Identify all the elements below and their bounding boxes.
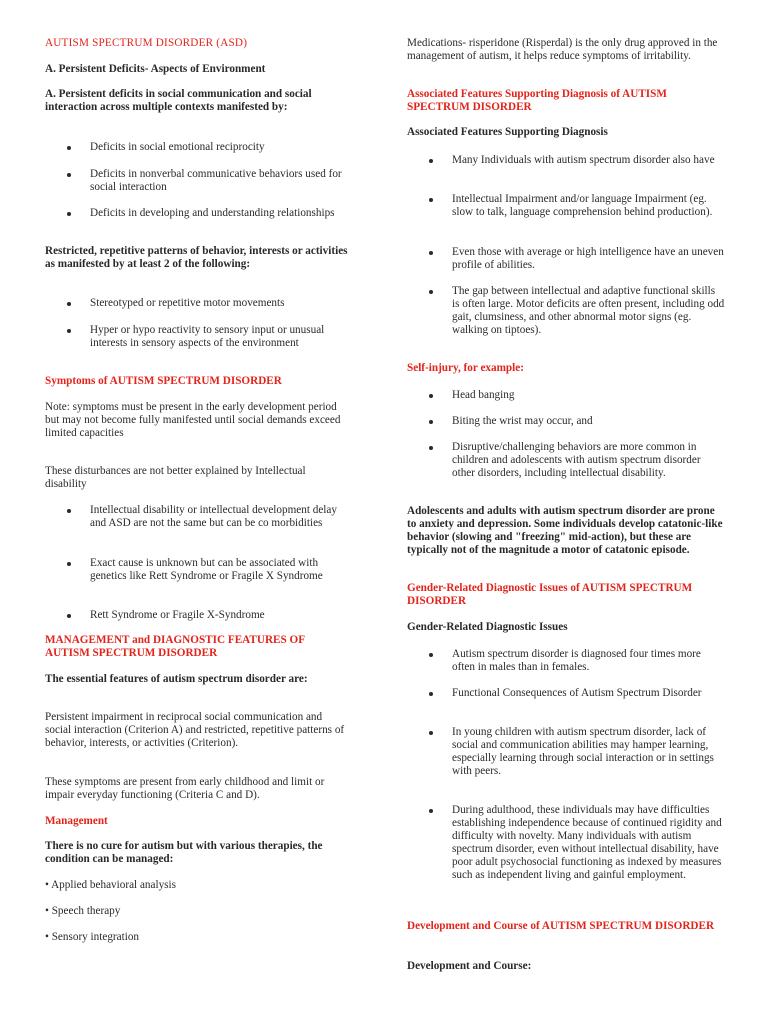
bullet-icon [67,173,71,177]
list-item: Exact cause is unknown but can be associated with genetics like Rett Syndrome or Fragile X Syndrome [45,557,350,583]
bullet-icon [429,198,433,202]
list-item: Intellectual Impairment and/or language Impairment (eg. slow to talk, language comprehension behind production). [407,193,725,219]
disturbances-paragraph: These disturbances are not better explained by Intellectual disability [45,465,306,490]
gender-heading: Gender-Related Diagnostic Issues of AUTISM SPECTRUM DISORDER [407,582,693,607]
essential-features: The essential features of autism spectrum disorder are: [45,673,308,685]
list-item: Many Individuals with autism spectrum disorder also have [407,154,725,167]
list-item: Deficits in developing and understanding relationships [45,207,350,220]
note-paragraph: Note: symptoms must be present in the early development period but may not become fully manifested until social demands exceed limited capacities [45,401,341,439]
list-item: The gap between intellectual and adaptive functional skills is often large. Motor deficits are often present, including odd gait, clumsiness, and other abnormal motor signs (eg. walking on tiptoes). [407,285,725,337]
medications-paragraph: Medications- risperidone (Risperdal) is the only drug approved in the management of autism, it helps reduce symptoms of irritability. [407,37,718,62]
section-a-heading: A. Persistent Deficits- Aspects of Environment [45,63,266,75]
self-injury-heading: Self-injury, for example: [407,362,524,374]
gender-subheading: Gender-Related Diagnostic Issues [407,621,568,633]
persistent-impairment-paragraph: Persistent impairment in reciprocal social communication and social interaction (Criterion A) and restricted, repetitive patterns of behavior, interests, or activities (Criterion). [45,711,345,749]
bullet-icon [429,159,433,163]
bullet-icon [429,420,433,424]
bullet-icon [67,146,71,150]
list-item: Intellectual disability or intellectual development delay and ASD are not the same but can be co morbidities [45,504,350,530]
development-heading: Development and Course of AUTISM SPECTRUM DISORDER [407,920,715,932]
bullet-icon [67,329,71,333]
bullet-icon [429,653,433,657]
adolescents-paragraph: Adolescents and adults with autism spectrum disorder are prone to anxiety and depression. Some individuals develop catatonic-like behavior (slowing and "freezing" mid-action), but these are typically not of the magnitude a motor of catatonic episode. [407,505,723,556]
bullet-icon [67,509,71,513]
bullet-icon [429,731,433,735]
associated-features-heading: Associated Features Supporting Diagnosis of AUTISM SPECTRUM DISORDER [407,88,667,113]
bullet-icon [67,562,71,566]
no-cure-paragraph: There is no cure for autism but with various therapies, the condition can be managed: [45,840,323,865]
list-item: Autism spectrum disorder is diagnosed four times more often in males than in females. [407,648,725,674]
bullet-icon [67,614,71,618]
associated-features-subheading: Associated Features Supporting Diagnosis [407,126,608,138]
therapy-item: • Applied behavioral analysis [45,879,176,891]
development-subheading: Development and Course: [407,960,532,972]
bullet-icon [429,692,433,696]
bullet-icon [429,290,433,294]
symptoms-heading: Symptoms of AUTISM SPECTRUM DISORDER [45,375,282,387]
list-item: Disruptive/challenging behaviors are more common in children and adolescents with autism spectrum disorder other disorders, including intellectual disability. [407,441,725,480]
restricted-paragraph: Restricted, repetitive patterns of behavior, interests or activities as manifested by at least 2 of the following: [45,245,348,270]
list-item: Functional Consequences of Autism Spectrum Disorder [407,687,725,700]
list-item: Even those with average or high intelligence have an uneven profile of abilities. [407,246,725,272]
list-item: Hyper or hypo reactivity to sensory input or unusual interests in sensory aspects of the environment [45,324,350,350]
bullet-icon [429,446,433,450]
bullet-icon [429,394,433,398]
list-item: During adulthood, these individuals may have difficulties establishing independence because of continued rigidity and difficulty with novelty. Many individuals with autism spectrum disorder, even without intellectual disability, have poor adult psychosocial functioning as indexed by measures such as independent living and gainful employment. [407,804,725,882]
management-diagnostic-heading: MANAGEMENT and DIAGNOSTIC FEATURES OF AUTISM SPECTRUM DISORDER [45,634,305,659]
list-item: Deficits in social emotional reciprocity [45,141,350,154]
list-item: Deficits in nonverbal communicative behaviors used for social interaction [45,168,350,194]
therapy-item: • Sensory integration [45,931,140,943]
management-label: Management [45,815,108,827]
document-title: AUTISM SPECTRUM DISORDER (ASD) [45,37,248,49]
bullet-icon [67,302,71,306]
list-item: Stereotyped or repetitive motor movements [45,297,350,310]
bullet-icon [429,809,433,813]
list-item: Biting the wrist may occur, and [407,415,725,428]
bullet-icon [429,251,433,255]
list-item: Rett Syndrome or Fragile X-Syndrome [45,609,350,622]
bullet-icon [67,212,71,216]
list-item: In young children with autism spectrum disorder, lack of social and communication abilities may hamper learning, especially learning through social interaction or in settings with peers. [407,726,725,778]
section-a-paragraph: A. Persistent deficits in social communication and social interaction across multiple contexts manifested by: [45,88,312,113]
list-item: Head banging [407,389,725,402]
symptoms-present-paragraph: These symptoms are present from early childhood and limit or impair everyday functioning (Criteria C and D). [45,776,325,801]
therapy-item: • Speech therapy [45,905,121,917]
